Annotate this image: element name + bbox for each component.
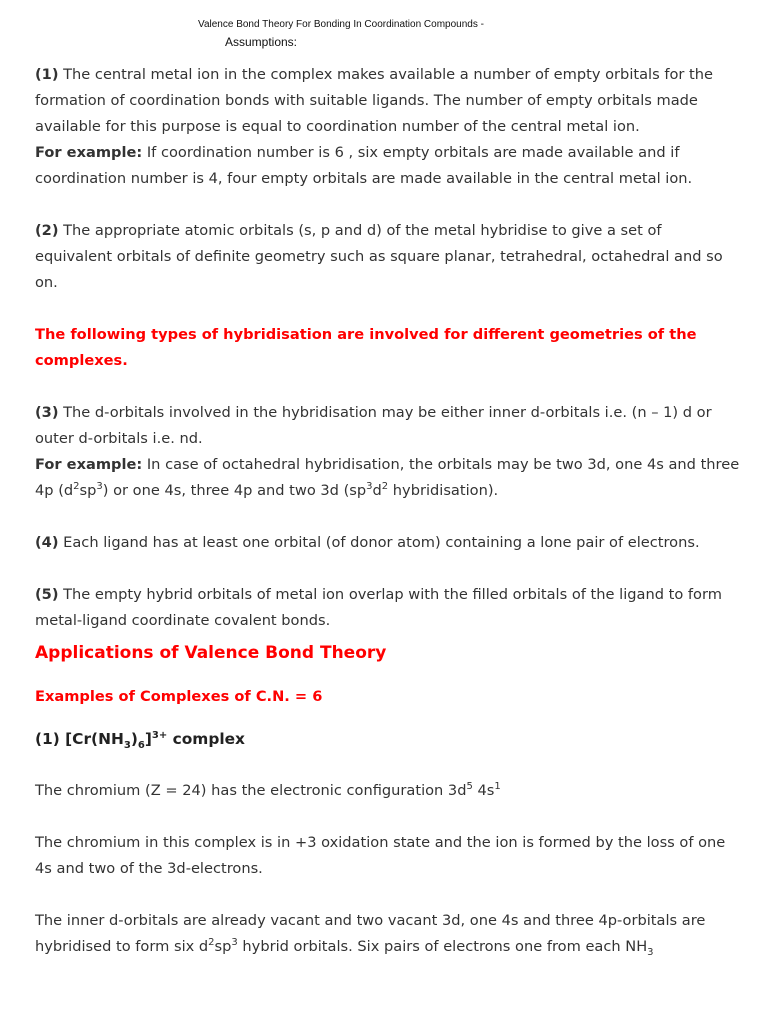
complex-1-b: ) (130, 730, 138, 748)
para-configuration-sup-2: 1 (494, 781, 501, 793)
point-3-example-label: For example: (35, 456, 143, 473)
point-2-text: The appropriate atomic orbitals (s, p and d) of the metal hybridise to give a set of equivalent orbitals of definite geometry such as square planar, tetrahedral, octahedral and so on. (35, 222, 723, 291)
complex-1-sub-2: 6 (137, 740, 145, 752)
document-body (35, 62, 740, 960)
point-5-number: (5) (35, 586, 59, 603)
point-3-text: The d-orbitals involved in the hybridisation may be either inner d-orbitals i.e. (n – 1) d or outer d-orbitals i.e. nd. (35, 404, 712, 447)
examples-heading: Examples of Complexes of C.N. = 6 (35, 688, 323, 705)
para-configuration-b: 4s (472, 782, 495, 799)
hybridisation-note: The following types of hybridisation are involved for different geometries of the complexes. (35, 326, 697, 369)
complex-1-c: ] (144, 730, 152, 748)
complex-1-heading (35, 726, 740, 752)
document-title: Valence Bond Theory For Bonding In Coordination Compounds - (198, 19, 484, 30)
point-4 (35, 530, 740, 556)
complex-1-sup: 3+ (151, 729, 168, 741)
para-hybrid-c: hybrid orbitals. Six pairs of electrons one from each NH (237, 938, 648, 955)
para-hybrid-a: The inner d-orbitals are already vacant and two vacant 3d, one 4s and three 4p-orbitals are hybridised to form six d (35, 912, 706, 955)
para-oxidation: The chromium in this complex is in +3 oxidation state and the ion is formed by the loss of one 4s and two of the 3d-electrons. (35, 834, 726, 877)
point-5 (35, 582, 740, 634)
point-4-text: Each ligand has at least one orbital (of donor atom) containing a lone pair of electrons. (58, 534, 700, 551)
point-1-example-text: If coordination number is 6 , six empty orbitals are made available and if coordination number is 4, four empty orbitals are made available in the central metal ion. (35, 144, 693, 187)
point-3-example-c: ) or one 4s, three 4p and two 3d (sp (102, 482, 367, 499)
point-1-text: The central metal ion in the complex makes available a number of empty orbitals for the formation of coordination bonds with suitable ligands. The number of empty orbitals made available for this purpose is equal to coordination number of the central metal ion. (35, 66, 713, 135)
point-3-example-a: In case of octahedral hybridisation, the orbitals may be two 3d, one 4s and three 4p (d (35, 456, 740, 499)
point-2-number: (2) (35, 222, 59, 239)
complex-1-d: complex (167, 730, 245, 748)
point-3-number: (3) (35, 404, 59, 421)
document-subtitle: Assumptions: (224, 35, 298, 49)
point-3-example-d: d (372, 482, 382, 499)
point-3-sup-3: 3 (366, 481, 373, 493)
point-1 (35, 62, 740, 192)
para-configuration-a: The chromium (Z = 24) has the electronic configuration 3d (35, 782, 467, 799)
para-configuration-sup-1: 5 (466, 781, 473, 793)
point-1-number: (1) (35, 66, 59, 83)
complex-1-sub-1: 3 (123, 740, 131, 752)
para-hybrid (35, 908, 740, 960)
point-3-sup-2: 3 (96, 481, 103, 493)
point-1-example-label: For example: (35, 144, 143, 161)
para-hybrid-sub-1: 3 (647, 946, 654, 958)
point-3 (35, 400, 740, 504)
point-5-text: The empty hybrid orbitals of metal ion overlap with the filled orbitals of the ligand to form metal-ligand coordinate covalent bonds. (35, 586, 722, 629)
para-hybrid-sup-1: 2 (208, 937, 215, 949)
para-hybrid-b: sp (214, 938, 232, 955)
point-4-number: (4) (35, 534, 59, 551)
applications-heading: Applications of Valence Bond Theory (35, 643, 387, 663)
point-3-sup-4: 2 (381, 481, 389, 493)
complex-1-a: (1) [Cr(NH (35, 730, 124, 748)
point-3-example-b: sp (79, 482, 97, 499)
para-configuration (35, 778, 740, 804)
point-2 (35, 218, 740, 296)
point-3-sup-1: 2 (73, 481, 80, 493)
para-hybrid-sup-2: 3 (231, 937, 238, 949)
point-3-example-e: hybridisation). (388, 482, 499, 499)
